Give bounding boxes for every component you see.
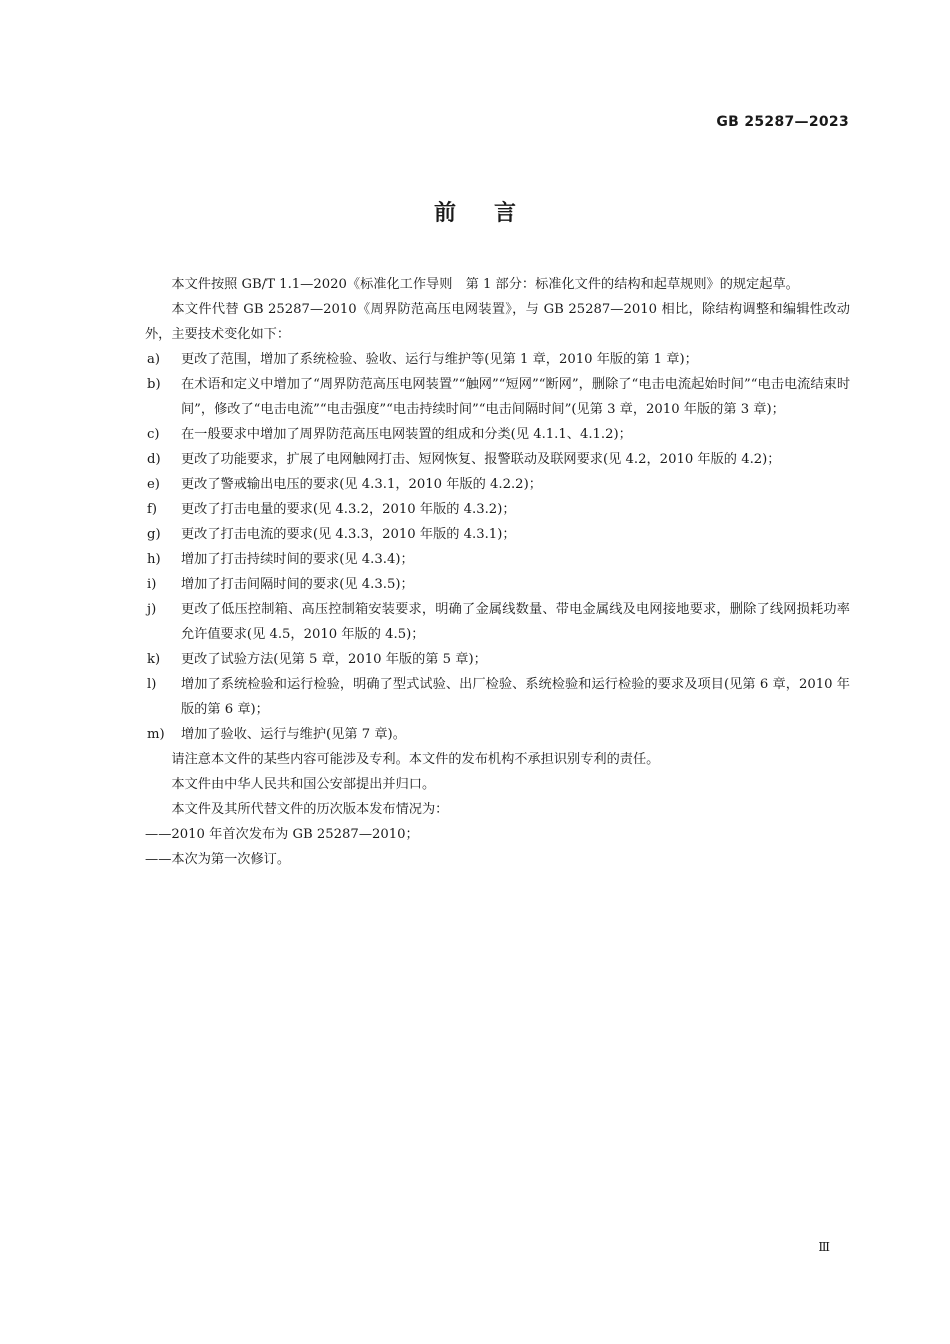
standard-code: GB 25287—2023 (716, 114, 849, 130)
list-item-text: 在术语和定义中增加了“周界防范高压电网装置”“触网”“短网”“断网”，删除了“电击电流起始时间”“电击电流结束时间”，修改了“电击电流”“电击强度”“电击持续时间”“电击间隔时间”(见第 3 章，2010 年版的第 3 章)； (181, 377, 850, 417)
list-marker: g) (147, 527, 161, 542)
list-item (145, 372, 850, 422)
list-item-text: 更改了打击电流的要求(见 4.3.3，2010 年版的 4.3.1)； (181, 527, 516, 542)
list-item (145, 547, 850, 572)
list-marker: c) (147, 427, 160, 442)
list-marker: j) (147, 602, 157, 617)
list-item-text: 更改了打击电量的要求(见 4.3.2，2010 年版的 4.3.2)； (181, 502, 516, 517)
list-item (145, 447, 850, 472)
document-body (145, 272, 850, 872)
list-item-text: 更改了试验方法(见第 5 章，2010 年版的第 5 章)； (181, 652, 487, 667)
list-marker: a) (147, 352, 161, 367)
list-item (145, 597, 850, 647)
paragraph-drafting-rules: 本文件按照 GB/T 1.1—2020《标准化工作导则 第 1 部分：标准化文件的结构和起草规则》的规定起草。 (171, 277, 799, 292)
list-item-text: 更改了低压控制箱、高压控制箱安装要求，明确了金属线数量、带电金属线及电网接地要求，删除了线网损耗功率允许值要求(见 4.5，2010 年版的 4.5)； (181, 602, 850, 642)
paragraph-replacement: 本文件代替 GB 25287—2010《周界防范高压电网装置》，与 GB 25287—2010 相比，除结构调整和编辑性改动外，主要技术变化如下： (145, 302, 850, 342)
proposer-notice: 本文件由中华人民共和国公安部提出并归口。 (171, 777, 436, 792)
list-item (145, 647, 850, 672)
patent-notice: 请注意本文件的某些内容可能涉及专利。本文件的发布机构不承担识别专利的责任。 (171, 752, 660, 767)
list-item-text: 更改了警戒输出电压的要求(见 4.3.1，2010 年版的 4.2.2)； (181, 477, 542, 492)
list-marker: m) (147, 727, 165, 742)
list-item (145, 497, 850, 522)
list-marker: e) (147, 477, 160, 492)
list-item (145, 347, 850, 372)
list-item-text: 更改了功能要求，扩展了电网触网打击、短网恢复、报警联动及联网要求(见 4.2，2010 年版的 4.2)； (181, 452, 781, 467)
list-item-text: 增加了系统检验和运行检验，明确了型式试验、出厂检验、系统检验和运行检验的要求及项目(见第 6 章，2010 年版的第 6 章)； (181, 677, 850, 717)
list-item (145, 422, 850, 447)
list-item (145, 572, 850, 597)
history-entry-2: ——本次为第一次修订。 (145, 852, 291, 867)
list-marker: h) (147, 552, 161, 567)
changes-list (145, 347, 850, 747)
history-entry-1: ——2010 年首次发布为 GB 25287—2010； (145, 827, 419, 842)
list-marker: i) (147, 577, 157, 592)
list-marker: f) (147, 502, 158, 517)
history-intro: 本文件及其所代替文件的历次版本发布情况为： (171, 802, 449, 817)
list-item (145, 472, 850, 497)
list-item (145, 522, 850, 547)
list-marker: b) (147, 377, 161, 392)
list-marker: d) (147, 452, 161, 467)
list-item-text: 更改了范围，增加了系统检验、验收、运行与维护等(见第 1 章，2010 年版的第 1 章)； (181, 352, 698, 367)
list-item-text: 增加了打击间隔时间的要求(见 4.3.5)； (181, 577, 414, 592)
list-item (145, 722, 850, 747)
list-item-text: 增加了验收、运行与维护(见第 7 章)。 (181, 727, 406, 742)
page-number: Ⅲ (818, 1240, 830, 1254)
list-item (145, 672, 850, 722)
list-marker: l) (147, 677, 157, 692)
list-marker: k) (147, 652, 161, 667)
page-title: 前言 (433, 201, 554, 226)
list-item-text: 增加了打击持续时间的要求(见 4.3.4)； (181, 552, 414, 567)
list-item-text: 在一般要求中增加了周界防范高压电网装置的组成和分类(见 4.1.1、4.1.2)； (181, 427, 632, 442)
